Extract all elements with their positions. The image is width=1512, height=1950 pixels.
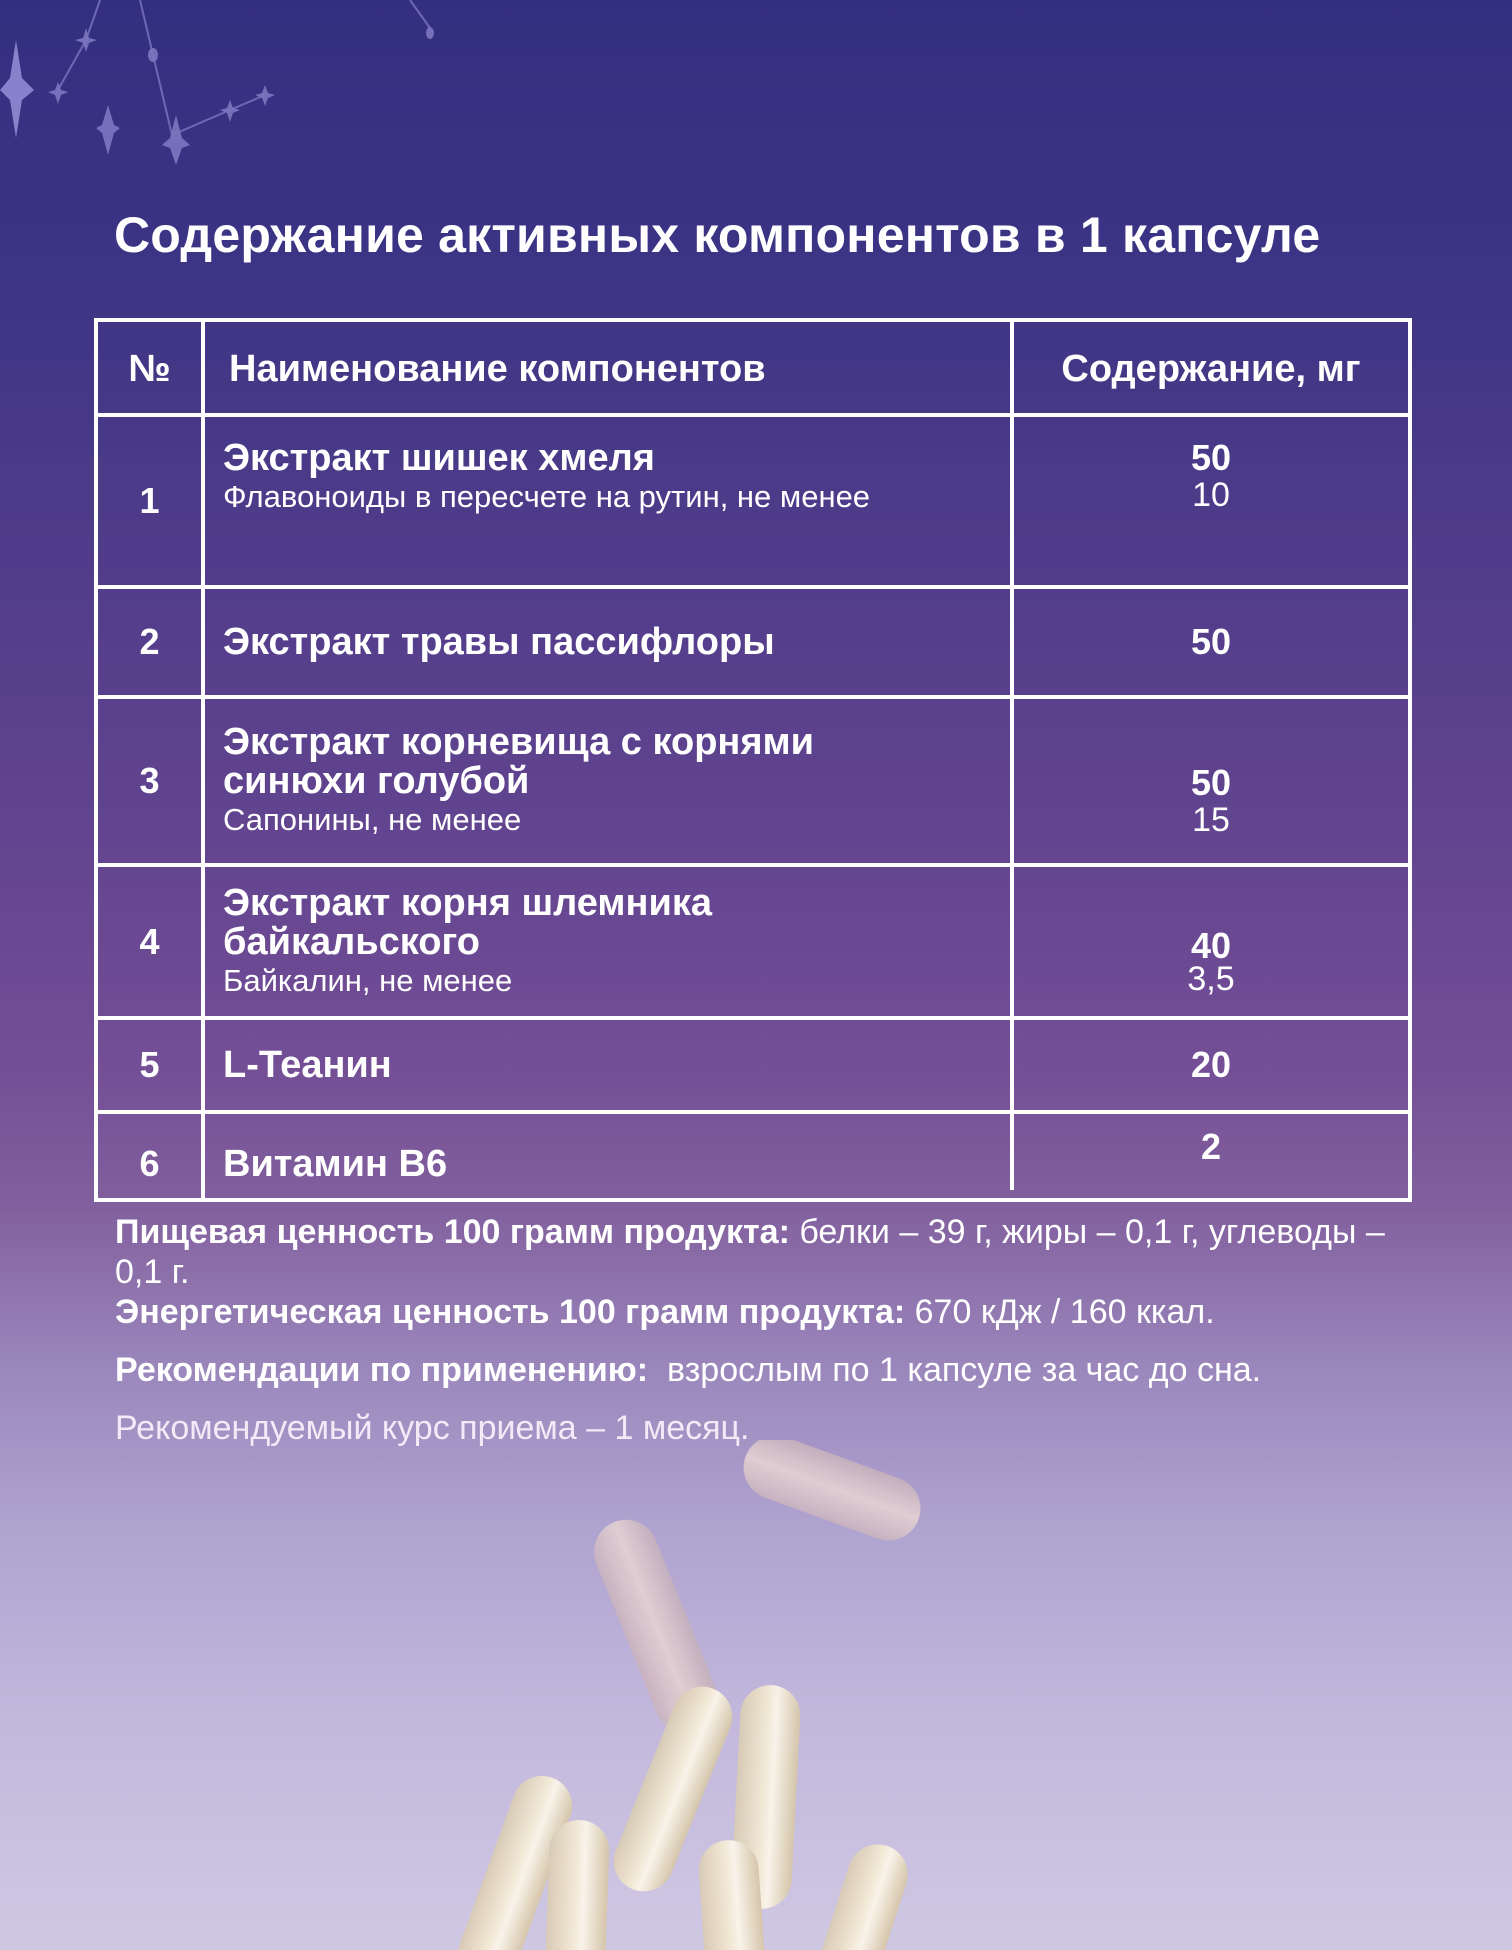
product-info xyxy=(115,1212,1415,1448)
row-number: 3 xyxy=(139,760,160,801)
row-name-cell xyxy=(201,1114,1010,1202)
component-value: 40 xyxy=(1190,924,1232,966)
capsules-photo-icon xyxy=(0,1440,1512,1950)
header-number: № xyxy=(128,348,171,390)
constellation-stars-icon xyxy=(0,0,1512,220)
component-name: L-Теанин xyxy=(223,1043,392,1086)
component-sub: Байкалин, не менее xyxy=(223,962,513,998)
row-name-cell xyxy=(201,1020,1010,1110)
table-row xyxy=(98,695,1408,863)
row-value-cell xyxy=(1010,417,1408,585)
energy-info xyxy=(115,1292,1415,1332)
table-row xyxy=(98,1110,1408,1202)
component-sub-value: 10 xyxy=(1192,476,1230,514)
components-table xyxy=(94,318,1412,1202)
row-name-cell xyxy=(201,699,1010,863)
header-content-label: Содержание, мг xyxy=(1061,348,1361,390)
row-value-cell xyxy=(1010,699,1408,863)
component-value: 50 xyxy=(1190,762,1232,803)
component-sub: Сапонины, не менее xyxy=(223,802,522,837)
row-number: 5 xyxy=(139,1044,160,1085)
energy-label: Энергетическая ценность 100 грамм продукта: xyxy=(115,1293,906,1331)
component-name: Экстракт корневища с корнями синюхи голубой xyxy=(223,721,815,802)
component-name: Экстракт шишек хмеля xyxy=(223,437,655,479)
usage-info xyxy=(115,1350,1415,1390)
row-value-cell xyxy=(1010,589,1408,695)
nutrition-label: Пищевая ценность 100 грамм продукта: xyxy=(115,1213,790,1251)
row-value-cell xyxy=(1010,1020,1408,1110)
component-value: 50 xyxy=(1190,621,1232,662)
component-value: 2 xyxy=(1200,1126,1222,1167)
row-number: 1 xyxy=(139,480,160,521)
row-value-cell xyxy=(1010,867,1408,1016)
table-row xyxy=(98,1016,1408,1110)
header-content xyxy=(1010,322,1408,417)
row-number: 6 xyxy=(139,1143,160,1184)
header-name xyxy=(201,322,1010,417)
energy-value: 670 кДж / 160 ккал. xyxy=(905,1293,1215,1331)
row-number: 2 xyxy=(139,621,160,662)
component-value: 50 xyxy=(1190,437,1232,478)
nutrition-info xyxy=(115,1212,1415,1292)
component-name: Экстракт травы пассифлоры xyxy=(223,620,775,663)
component-sub-value: 15 xyxy=(1192,801,1230,839)
header-name-label: Наименование компонентов xyxy=(229,348,766,390)
table-row xyxy=(98,413,1408,585)
component-sub-value: 3,5 xyxy=(1187,959,1235,998)
row-value-cell xyxy=(1010,1114,1408,1190)
row-name-cell xyxy=(201,589,1010,695)
component-sub: Флавоноиды в пересчете на рутин, не менее xyxy=(223,479,871,514)
component-name: Экстракт корня шлемника байкальского xyxy=(223,881,712,963)
table-header-row xyxy=(98,322,1408,417)
nutrition-value: белки – 39 г, жиры – 0,1 г, углеводы – 0,1 г. xyxy=(115,1213,1385,1291)
table-row xyxy=(98,585,1408,695)
row-name-cell xyxy=(201,417,1010,585)
page-title: Содержание активных компонентов в 1 капсуле xyxy=(114,207,1321,263)
component-name: Витамин В6 xyxy=(223,1142,448,1185)
usage-label: Рекомендации по применению: xyxy=(115,1351,649,1389)
course-info: Рекомендуемый курс приема – 1 месяц. xyxy=(115,1409,750,1447)
row-number: 4 xyxy=(139,920,160,962)
row-name-cell xyxy=(201,867,1010,1016)
usage-value: взрослым по 1 капсуле за час до сна. xyxy=(648,1351,1262,1389)
table-row xyxy=(98,863,1408,1016)
component-value: 20 xyxy=(1190,1044,1232,1085)
